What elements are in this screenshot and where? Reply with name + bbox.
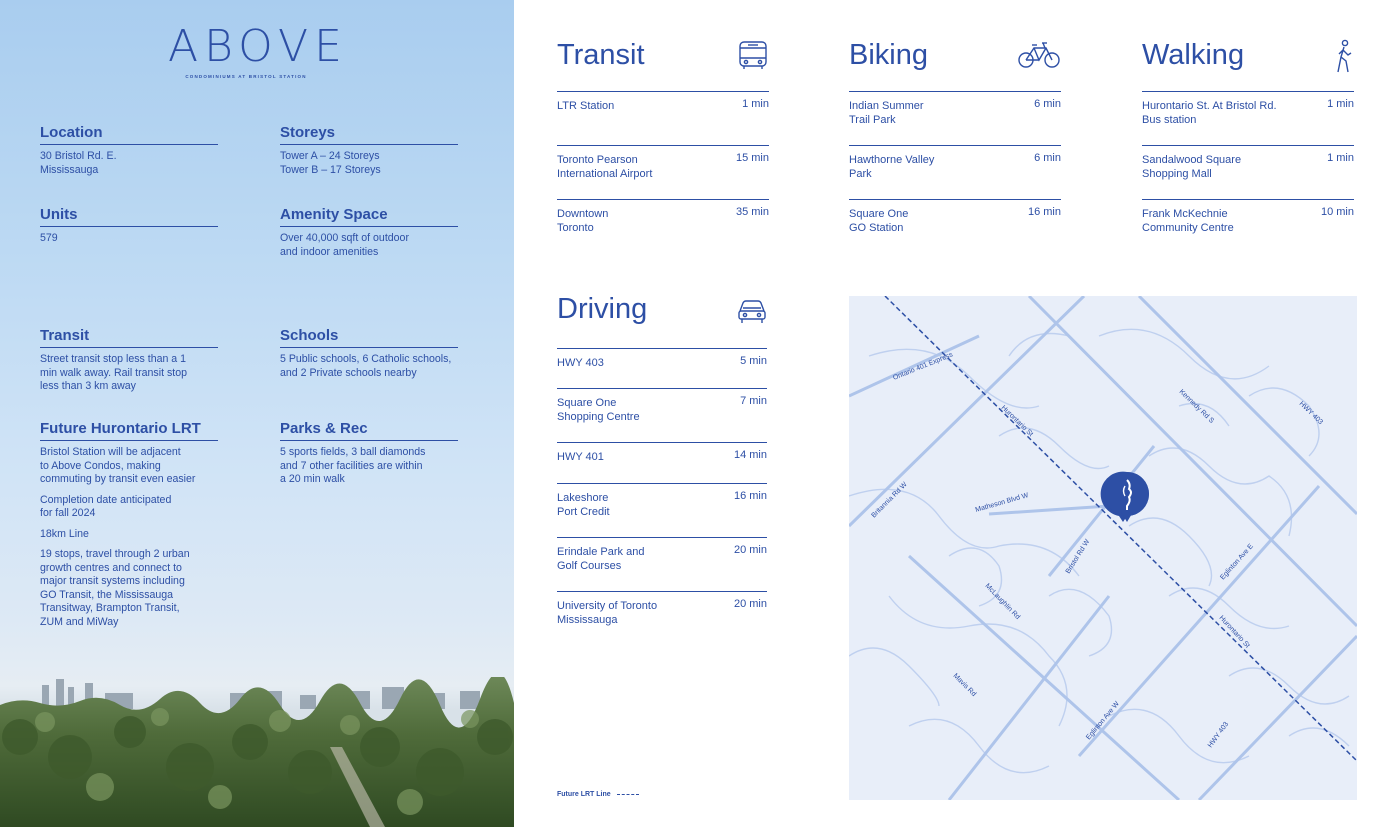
destination-name: Toronto Pearson International Airport — [557, 154, 653, 180]
destination-name: University of Toronto Mississauga — [557, 600, 658, 626]
map-label: Eglinton Ave W — [1085, 700, 1121, 742]
destination-name: Lakeshore Port Credit — [557, 492, 610, 518]
logo-subtitle: CONDOMINIUMS AT BRISTOL STATION — [185, 74, 307, 79]
travel-time: 1 min — [742, 98, 769, 110]
fact-text: 5 sports fields, 3 ball diamonds and 7 other facilities are within a 20 min walk — [280, 446, 426, 485]
travel-time: 1 min — [1327, 152, 1354, 164]
destination-name: Indian Summer Trail Park — [849, 100, 924, 126]
list-item — [557, 349, 767, 389]
list-item — [557, 592, 767, 632]
fact-title: Amenity Space — [280, 206, 458, 227]
destination-name: Erindale Park and Golf Courses — [557, 546, 645, 572]
walking-person-icon — [1334, 39, 1354, 75]
destination-name: Square One Shopping Centre — [557, 397, 640, 423]
destination-name: Sandalwood Square Shopping Mall — [1142, 154, 1242, 180]
travel-time: 14 min — [733, 449, 767, 461]
fact-text: 19 stops, travel through 2 urban growth centres and connect to major transit systems including GO Transit, the Mississauga Transitway, Brampton Transit, ZUM and MiWay — [40, 548, 190, 628]
walking-section — [1142, 37, 1354, 250]
fact-text: 5 Public schools, 6 Catholic schools, and 2 Private schools nearby — [280, 353, 452, 379]
lrt-line — [885, 296, 1357, 761]
fact-text: 579 — [40, 232, 58, 244]
section-title: Walking — [1142, 39, 1245, 71]
map-label: Hurontario St — [999, 404, 1035, 439]
travel-time: 6 min — [1034, 98, 1061, 110]
fact-text: Completion date anticipated for fall 2024 — [40, 493, 172, 519]
bicycle-icon — [1017, 39, 1061, 71]
list-item — [557, 146, 769, 200]
map-label: Mavis Rd — [951, 672, 978, 699]
travel-time: 35 min — [735, 206, 769, 218]
fact-title: Units — [40, 206, 218, 227]
fact-future-lrt — [40, 420, 218, 629]
map-label: Bristol Rd W — [1064, 538, 1092, 576]
section-title: Driving — [557, 293, 648, 325]
fact-title: Storeys — [280, 124, 458, 145]
destination-name: Square One GO Station — [849, 208, 909, 234]
section-title: Biking — [849, 39, 928, 71]
list-item — [557, 92, 769, 146]
map-legend — [557, 791, 639, 798]
map-label: HWY 403 — [1297, 400, 1324, 427]
list-item — [1142, 200, 1354, 250]
fact-text: Street transit stop less than a 1 min walk away. Rail transit stop less than 3 km away — [40, 353, 187, 392]
fact-units — [40, 206, 218, 246]
driving-section — [557, 291, 767, 632]
left-panel — [0, 0, 514, 827]
map-label: Matheson Blvd W — [974, 492, 1030, 514]
fact-location — [40, 124, 218, 177]
destination-name: HWY 403 — [557, 357, 604, 369]
travel-time: 5 min — [740, 355, 767, 367]
travel-time: 10 min — [1320, 206, 1354, 218]
map-canvas — [849, 296, 1357, 800]
legend-label: Future LRT Line — [557, 791, 611, 798]
travel-time: 7 min — [740, 395, 767, 407]
travel-time: 20 min — [733, 598, 767, 610]
map-label: Britannia Rd W — [870, 481, 909, 520]
fact-title: Future Hurontario LRT — [40, 420, 218, 441]
destination-name: Frank McKechnie Community Centre — [1142, 208, 1234, 234]
logo-wordmark: ABOVE — [168, 21, 348, 72]
travel-time: 15 min — [735, 152, 769, 164]
list-item — [849, 200, 1061, 250]
map-label: Kennedy Rd S — [1177, 388, 1215, 425]
fact-text: Bristol Station will be adjacent to Above Condos, making commuting by transit even easier — [40, 446, 196, 485]
above-logo — [168, 21, 348, 86]
destination-name: Downtown Toronto — [557, 208, 609, 234]
destination-name: Hawthorne Valley Park — [849, 154, 935, 180]
fact-schools — [280, 327, 458, 380]
car-icon — [737, 297, 767, 325]
list-item — [849, 146, 1061, 200]
fact-text: Over 40,000 sqft of outdoor and indoor amenities — [280, 232, 409, 258]
travel-time: 1 min — [1327, 98, 1354, 110]
list-item — [557, 389, 767, 443]
section-header — [849, 37, 1061, 92]
location-pin-icon[interactable] — [1101, 472, 1149, 522]
map-label: McLaughlin Rd — [983, 582, 1022, 621]
list-item — [1142, 146, 1354, 200]
fact-title: Transit — [40, 327, 218, 348]
travel-time: 16 min — [1027, 206, 1061, 218]
fact-text: 30 Bristol Rd. E. Mississauga — [40, 150, 117, 176]
biking-section — [849, 37, 1061, 250]
area-map[interactable] — [849, 296, 1357, 800]
fact-transit — [40, 327, 218, 394]
destination-name: HWY 401 — [557, 451, 604, 463]
list-item — [557, 200, 769, 250]
map-label: Eglinton Ave E — [1219, 542, 1255, 582]
list-item — [557, 538, 767, 592]
map-label: Hurontario St — [1217, 614, 1251, 650]
section-title: Transit — [557, 39, 645, 71]
list-item — [1142, 92, 1354, 146]
list-item — [557, 484, 767, 538]
fact-text: 18km Line — [40, 527, 89, 540]
transit-section — [557, 37, 769, 250]
fact-amenity-space — [280, 206, 458, 259]
section-header — [557, 37, 769, 92]
list-item — [557, 443, 767, 484]
travel-time: 6 min — [1034, 152, 1061, 164]
fact-title: Parks & Rec — [280, 420, 458, 441]
travel-time: 20 min — [733, 544, 767, 556]
dashed-line-swatch — [617, 794, 639, 795]
fact-text: Tower A – 24 Storeys Tower B – 17 Storeys — [280, 150, 381, 176]
destination-name: Hurontario St. At Bristol Rd. Bus station — [1142, 100, 1277, 126]
section-header — [1142, 37, 1354, 92]
map-label: HWY 403 — [1206, 720, 1231, 750]
travel-time: 16 min — [733, 490, 767, 502]
list-item — [849, 92, 1061, 146]
section-header — [557, 291, 767, 349]
map-label: Ontario 401 Express — [892, 351, 954, 382]
fact-title: Schools — [280, 327, 458, 348]
fact-parks-rec — [280, 420, 458, 487]
fact-storeys — [280, 124, 458, 177]
bus-icon — [737, 39, 769, 71]
fact-title: Location — [40, 124, 218, 145]
skyline-forest-image — [0, 677, 514, 827]
destination-name: LTR Station — [557, 100, 615, 112]
